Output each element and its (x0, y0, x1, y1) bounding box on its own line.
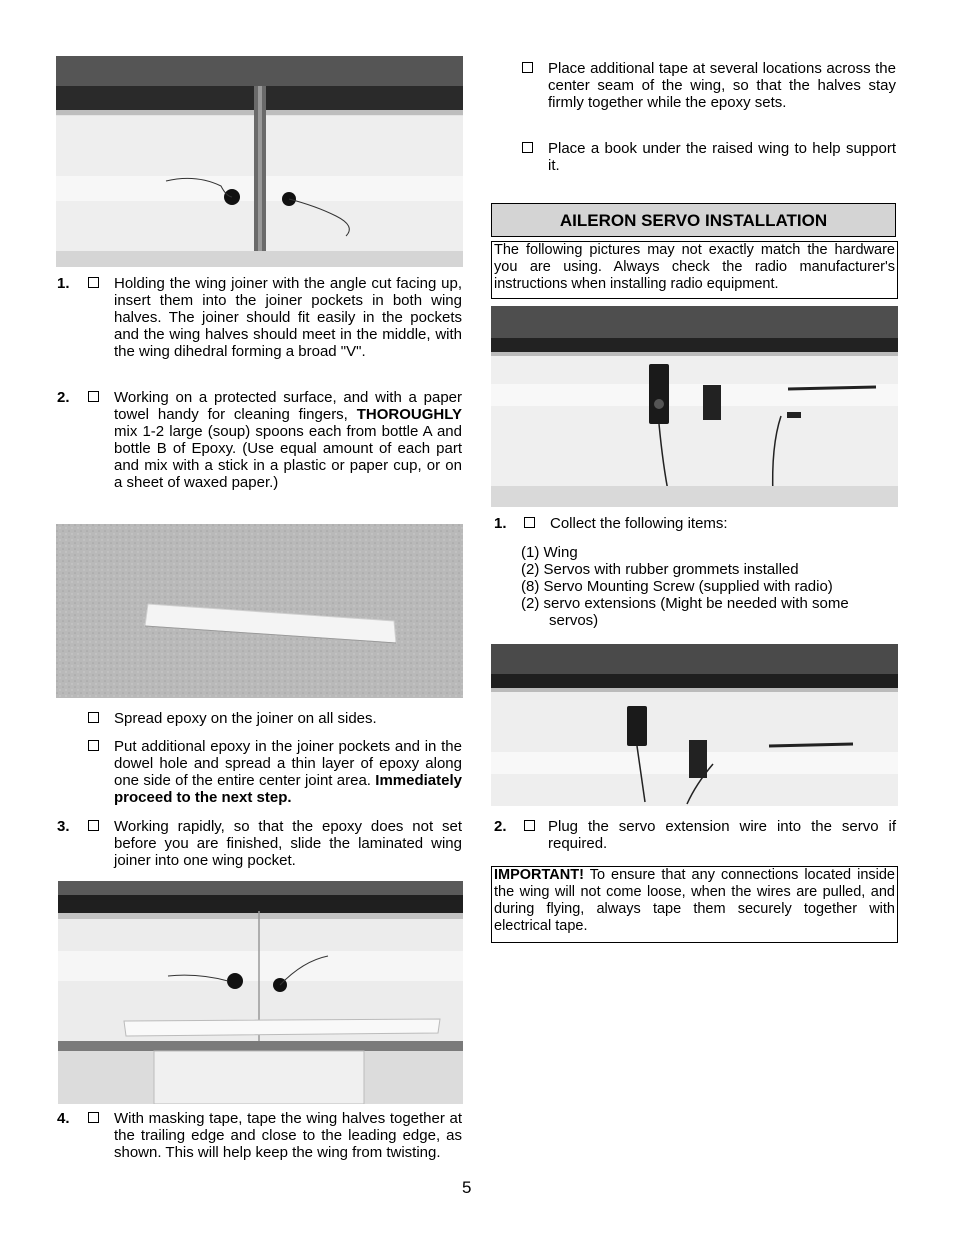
item-extensions-continued: servos) (549, 612, 599, 629)
page-number: 5 (462, 1178, 472, 1197)
step-text: Plug the servo extension wire into the servo if required. (548, 818, 896, 852)
item-screws: (8) Servo Mounting Screw (supplied with radio) (521, 578, 833, 595)
left-sub-put (57, 738, 462, 806)
checkbox[interactable] (88, 740, 99, 751)
section-note: The following pictures may not exactly match the hardware you are using. Always check the radio manufacturer's instructions when installing radio equipment. (491, 241, 898, 299)
important-note (491, 866, 898, 943)
left-step-1 (57, 275, 462, 360)
checkbox[interactable] (88, 1112, 99, 1123)
right-sub-book (491, 140, 896, 174)
step-text: With masking tape, tape the wing halves together at the trailing edge and close to the leading edge, as shown. This will help keep the wing from twisting. (114, 1110, 462, 1161)
photo-wing-halves-joiner (56, 56, 463, 267)
left-step-4 (57, 1110, 462, 1161)
section-title: AILERON SERVO INSTALLATION (491, 203, 896, 237)
checkbox[interactable] (524, 820, 535, 831)
checkbox[interactable] (522, 62, 533, 73)
right-step-2 (494, 818, 896, 852)
checkbox[interactable] (88, 712, 99, 723)
right-sub-tape (491, 60, 896, 111)
step-text: Place additional tape at several locations across the center seam of the wing, so that the halves stay firmly together while the epoxy sets. (548, 60, 896, 111)
photo-wing-taped (58, 881, 463, 1104)
left-step-2 (57, 389, 462, 491)
left-sub-spread (57, 710, 462, 727)
step-number: 2. (57, 389, 70, 406)
left-step-3 (57, 818, 462, 869)
right-step-1 (494, 515, 896, 532)
step-text: Place a book under the raised wing to help support it. (548, 140, 896, 174)
step-text: Holding the wing joiner with the angle cut facing up, insert them into the joiner pockets in both wing halves. The joiner should fit easily in the pockets and the wing halves should meet in the middle, with the wing dihedral forming a broad "V". (114, 275, 462, 360)
checkbox[interactable] (88, 277, 99, 288)
step-number: 3. (57, 818, 70, 835)
item-wing: (1) Wing (521, 544, 578, 561)
important-label: IMPORTANT! (494, 867, 584, 883)
item-extensions: (2) servo extensions (Might be needed with some (521, 595, 849, 612)
photo-servo-on-wing (491, 306, 898, 507)
step-text: Working rapidly, so that the epoxy does not set before you are finished, slide the laminated wing joiner into one wing pocket. (114, 818, 462, 869)
checkbox[interactable] (88, 391, 99, 402)
step-number: 1. (57, 275, 70, 292)
step-number: 4. (57, 1110, 70, 1127)
step-number: 1. (494, 515, 507, 532)
step-text: Spread epoxy on the joiner on all sides. (114, 710, 377, 727)
step-number: 2. (494, 818, 507, 835)
checkbox[interactable] (524, 517, 535, 528)
photo-laminated-joiner (56, 524, 463, 698)
item-servos: (2) Servos with rubber grommets installed (521, 561, 799, 578)
step-text: Working on a protected surface, and with a paper towel handy for cleaning fingers, THOROUGHLY mix 1-2 large (soup) spoons each from bottle A and bottle B of Epoxy. (Use equal amount of each part and mix with a stick in a plastic or paper cup, or on a sheet of waxed paper.) (114, 389, 462, 491)
step-text: Put additional epoxy in the joiner pockets and in the dowel hole and spread a thin layer of epoxy along one side of the entire center joint area. Immediately proceed to the next step. (114, 738, 462, 806)
important-text: To ensure that any connections located inside the wing will not come loose, when the wires are pulled, and during flying, always tape them securely together with electrical tape. (494, 867, 895, 934)
photo-servo-extension (491, 644, 898, 806)
checkbox[interactable] (88, 820, 99, 831)
checkbox[interactable] (522, 142, 533, 153)
step-text: Collect the following items: (550, 515, 728, 532)
